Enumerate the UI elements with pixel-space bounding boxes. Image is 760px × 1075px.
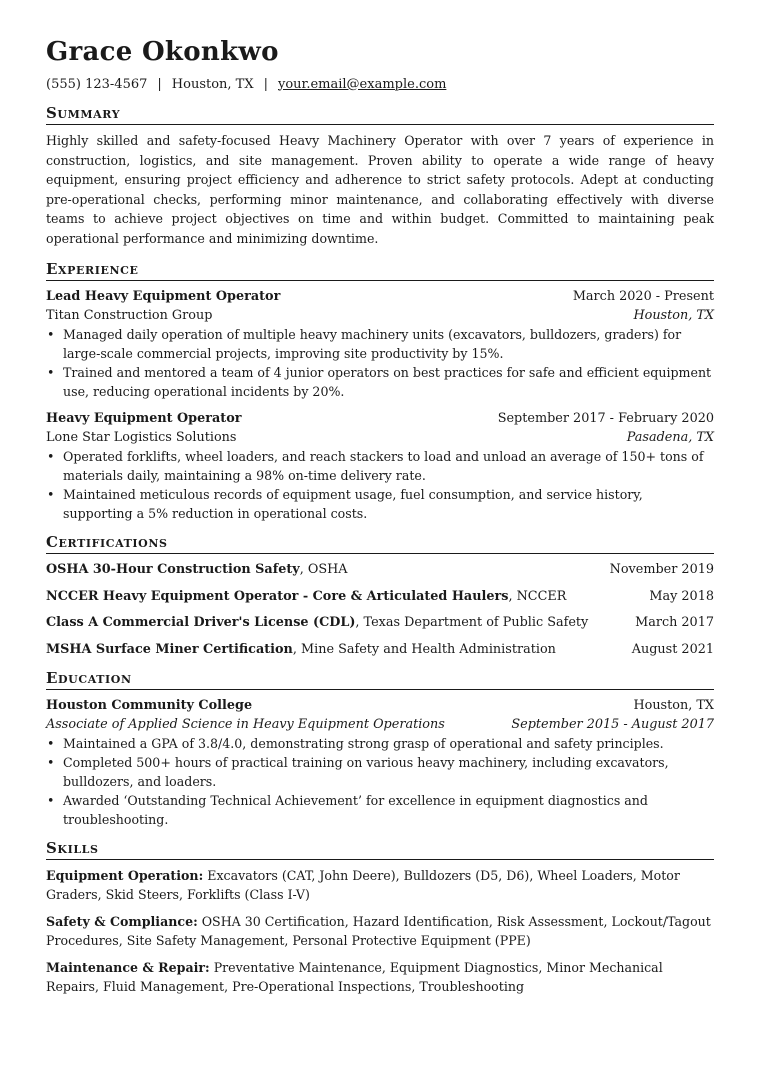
- section-title-experience: Experience: [46, 260, 714, 281]
- job-role: Heavy Equipment Operator: [46, 411, 242, 427]
- list-item: • Maintained meticulous records of equipment usage, fuel consumption, and service history, supporting a 5% reduction in operational costs.: [63, 485, 714, 523]
- education-section: [46, 669, 714, 829]
- job-entry: [46, 409, 714, 523]
- list-item: • Operated forklifts, wheel loaders, and reach stackers to load and unload an average of 150+ tons of materials daily, maintaining a 98% on-time delivery rate.: [63, 447, 714, 485]
- contact-line: [46, 77, 714, 93]
- certification-issuer: , NCCER: [508, 588, 567, 604]
- job-subheader: [46, 428, 714, 447]
- skill-text: OSHA 30 Certification, Hazard Identification, Risk Assessment, Lockout/Tagout Procedures, Site Safety Management, Personal Protective Equipment (PPE): [46, 913, 711, 949]
- section-title-summary: Summary: [46, 104, 714, 125]
- experience-section: [46, 260, 714, 523]
- school-name: Houston Community College: [46, 697, 253, 713]
- certification-issuer: , Mine Safety and Health Administration: [292, 641, 556, 657]
- list-item: • Maintained a GPA of 3.8/4.0, demonstrating strong grasp of operational and safety principles.: [63, 734, 714, 753]
- skill-label: Equipment Operation:: [46, 867, 204, 883]
- job-entry: [46, 287, 714, 401]
- job-location: Houston, TX: [633, 308, 714, 324]
- job-company: Titan Construction Group: [46, 308, 213, 324]
- certification-row: [46, 613, 714, 632]
- section-title-education: Education: [46, 669, 714, 690]
- certification-issuer: , Texas Department of Public Safety: [355, 615, 589, 631]
- education-bullets: [46, 734, 714, 829]
- contact-separator: |: [157, 76, 162, 92]
- certification-name: MSHA Surface Miner Certification: [46, 641, 293, 657]
- job-dates: September 2017 - February 2020: [497, 411, 714, 427]
- job-bullets: [46, 447, 714, 523]
- certification-text: [46, 560, 347, 579]
- certification-text: [46, 640, 556, 659]
- certification-issuer: , OSHA: [299, 562, 348, 578]
- certification-date: March 2017: [635, 615, 714, 631]
- phone-number: (555) 123-4567: [46, 76, 148, 92]
- skill-label: Maintenance & Repair:: [46, 959, 210, 975]
- section-title-certifications: Certifications: [46, 533, 714, 554]
- certification-row: [46, 587, 714, 606]
- certification-row: [46, 560, 714, 579]
- school-location: Houston, TX: [633, 697, 714, 713]
- summary-text: Highly skilled and safety-focused Heavy Machinery Operator with over 7 years of experience in construction, logistics, and site management. Proven ability to operate a wide range of heavy equipment, ensuring project efficiency and adherence to strict safety protocols. Adept at conducting pre-operational checks, performing minor maintenance, and collaborating effectively with diverse teams to achieve project objectives on time and within budget. Committed to maintaining peak operational performance and minimizing downtime.: [46, 133, 714, 246]
- contact-separator: |: [263, 76, 268, 92]
- skill-text: Excavators (CAT, John Deere), Bulldozers (D5, D6), Wheel Loaders, Motor Graders, Skid Steers, Forklifts (Class I-V): [46, 867, 680, 903]
- skill-group: [46, 958, 714, 997]
- skills-section: [46, 839, 714, 997]
- section-title-skills: Skills: [46, 839, 714, 860]
- certification-name: OSHA 30-Hour Construction Safety: [46, 562, 300, 578]
- list-item: • Completed 500+ hours of practical training on various heavy machinery, including excavators, bulldozers, and loaders.: [63, 753, 714, 791]
- certification-name: Class A Commercial Driver's License (CDL): [46, 615, 356, 631]
- degree-name: Associate of Applied Science in Heavy Equipment Operations: [46, 716, 445, 732]
- job-header: [46, 287, 714, 306]
- certification-text: [46, 587, 566, 606]
- location: Houston, TX: [171, 76, 254, 92]
- certifications-section: [46, 533, 714, 659]
- list-item: • Trained and mentored a team of 4 junior operators on best practices for safe and efficient equipment use, reducing operational incidents by 20%.: [63, 363, 714, 401]
- skill-group: [46, 912, 714, 951]
- job-role: Lead Heavy Equipment Operator: [46, 289, 281, 305]
- skill-group: [46, 866, 714, 905]
- education-dates: September 2015 - August 2017: [511, 716, 714, 732]
- certification-text: [46, 613, 588, 632]
- skill-text: Preventative Maintenance, Equipment Diagnostics, Minor Mechanical Repairs, Fluid Management, Pre-Operational Inspections, Troubleshooting: [46, 959, 663, 995]
- job-bullets: [46, 325, 714, 401]
- certification-date: November 2019: [609, 562, 714, 578]
- skill-label: Safety & Compliance:: [46, 913, 198, 929]
- job-header: [46, 409, 714, 428]
- email-link[interactable]: your.email@example.com: [278, 76, 447, 92]
- job-company: Lone Star Logistics Solutions: [46, 430, 237, 446]
- job-location: Pasadena, TX: [626, 430, 714, 446]
- certification-row: [46, 640, 714, 659]
- certification-date: August 2021: [631, 641, 714, 657]
- candidate-name: Grace Okonkwo: [46, 37, 279, 67]
- certification-date: May 2018: [649, 588, 714, 604]
- education-header: [46, 696, 714, 715]
- list-item: • Awarded ‘Outstanding Technical Achievement’ for excellence in equipment diagnostics and troubleshooting.: [63, 791, 714, 829]
- summary-section: [46, 104, 714, 248]
- job-dates: March 2020 - Present: [572, 289, 714, 305]
- education-subheader: [46, 715, 714, 734]
- job-subheader: [46, 306, 714, 325]
- list-item: • Managed daily operation of multiple heavy machinery units (excavators, bulldozers, graders) for large-scale commercial projects, improving site productivity by 15%.: [63, 325, 714, 363]
- certification-name: NCCER Heavy Equipment Operator - Core & Articulated Haulers: [46, 588, 509, 604]
